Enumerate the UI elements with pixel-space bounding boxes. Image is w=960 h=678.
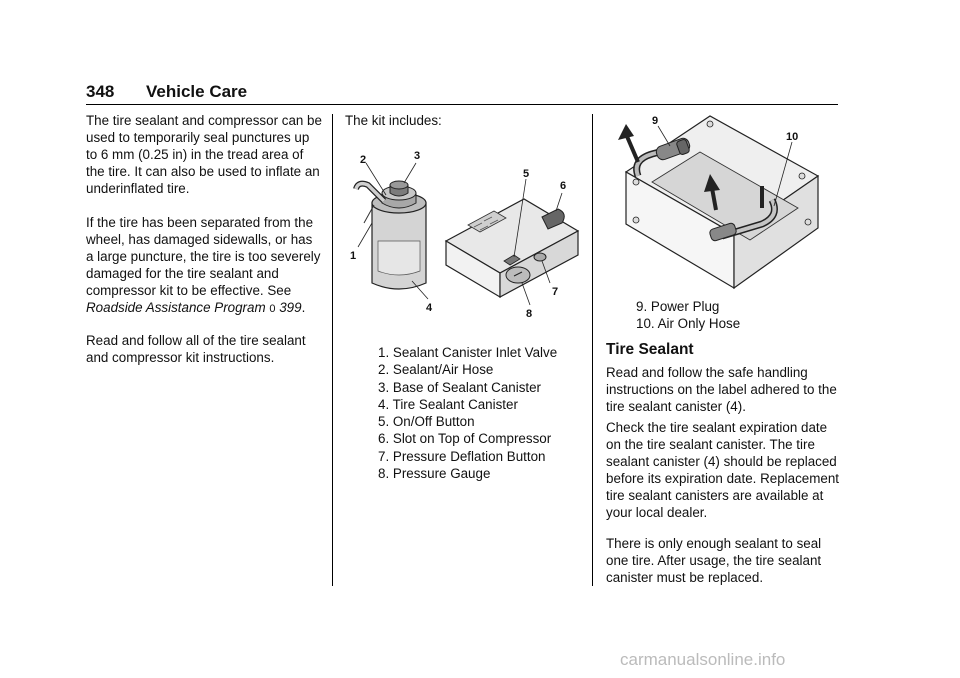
storage-parts-list bbox=[636, 298, 740, 333]
list-item: 10. Air Only Hose bbox=[636, 316, 741, 332]
kit-parts-list bbox=[378, 344, 557, 482]
damage-paragraph: If the tire has been separated from the wheel, has damaged sidewalls, or has a large puncture, the tire is too severely damaged for the tire sealant and compressor kit to be effective. See Roadside Assistance Program 0 399. bbox=[86, 215, 321, 315]
callout-5: 5 bbox=[523, 168, 530, 180]
callout-7: 7 bbox=[552, 286, 559, 298]
callout-4: 4 bbox=[426, 302, 433, 314]
column-rule-2 bbox=[592, 114, 593, 586]
list-item: 4. Tire Sealant Canister bbox=[378, 396, 518, 412]
list-item: 7. Pressure Deflation Button bbox=[378, 448, 546, 464]
list-item: 9. Power Plug bbox=[636, 299, 720, 314]
usage-paragraph: There is only enough sealant to seal one tire. After usage, the tire sealant canister must be replaced. bbox=[606, 536, 822, 585]
list-item: 5. On/Off Button bbox=[378, 414, 475, 430]
up-arrow-icon bbox=[618, 124, 638, 162]
list-item: 3. Base of Sealant Canister bbox=[378, 379, 542, 395]
intro-paragraph: The tire sealant and compressor can be used to temporarily seal punctures up to 6 mm (0.25 in) in the tread area of the tire. It can also be used to inflate an underinflated tire. bbox=[86, 113, 322, 196]
kit-intro: The kit includes: bbox=[345, 113, 442, 128]
list-item: 2. Sealant/Air Hose bbox=[378, 362, 494, 378]
callout-1: 1 bbox=[350, 250, 357, 262]
expiration-paragraph: Check the tire sealant expiration date on the tire sealant canister. The tire sealant canister (4) should be replaced before its expiration date. Replacement tire sealant canisters are available at your local dealer. bbox=[606, 420, 839, 520]
page-ref-number[interactable]: 399 bbox=[279, 300, 302, 315]
instructions-paragraph: Read and follow all of the tire sealant and compressor kit instructions. bbox=[86, 333, 306, 365]
callout-8: 8 bbox=[526, 308, 533, 320]
callout-6: 6 bbox=[560, 180, 567, 192]
page-header bbox=[86, 82, 838, 106]
handling-paragraph: Read and follow the safe handling instructions on the label adhered to the tire sealant canister (4). bbox=[606, 365, 837, 414]
compressor-storage-illustration bbox=[612, 112, 836, 300]
section-title: Vehicle Care bbox=[146, 82, 248, 101]
page-number: 348 bbox=[86, 82, 115, 101]
sealant-canister-drawing bbox=[356, 181, 426, 289]
roadside-assistance-link[interactable]: Roadside Assistance Program bbox=[86, 300, 266, 315]
watermark: carmanualsonline.info bbox=[620, 650, 786, 669]
compressor-drawing bbox=[446, 199, 578, 297]
list-item: 8. Pressure Gauge bbox=[378, 466, 491, 482]
callout-10: 10 bbox=[786, 131, 799, 143]
list-item: 6. Slot on Top of Compressor bbox=[378, 431, 552, 447]
page-ref-icon: 0 bbox=[269, 303, 276, 315]
header-rule bbox=[86, 104, 838, 105]
callout-2: 2 bbox=[360, 154, 367, 166]
list-item: 1. Sealant Canister Inlet Valve bbox=[378, 345, 558, 360]
tire-sealant-heading: Tire Sealant bbox=[606, 341, 694, 358]
callout-9: 9 bbox=[652, 115, 659, 127]
kit-illustration bbox=[344, 145, 580, 325]
callout-3: 3 bbox=[414, 150, 421, 162]
column-rule-1 bbox=[332, 114, 333, 586]
